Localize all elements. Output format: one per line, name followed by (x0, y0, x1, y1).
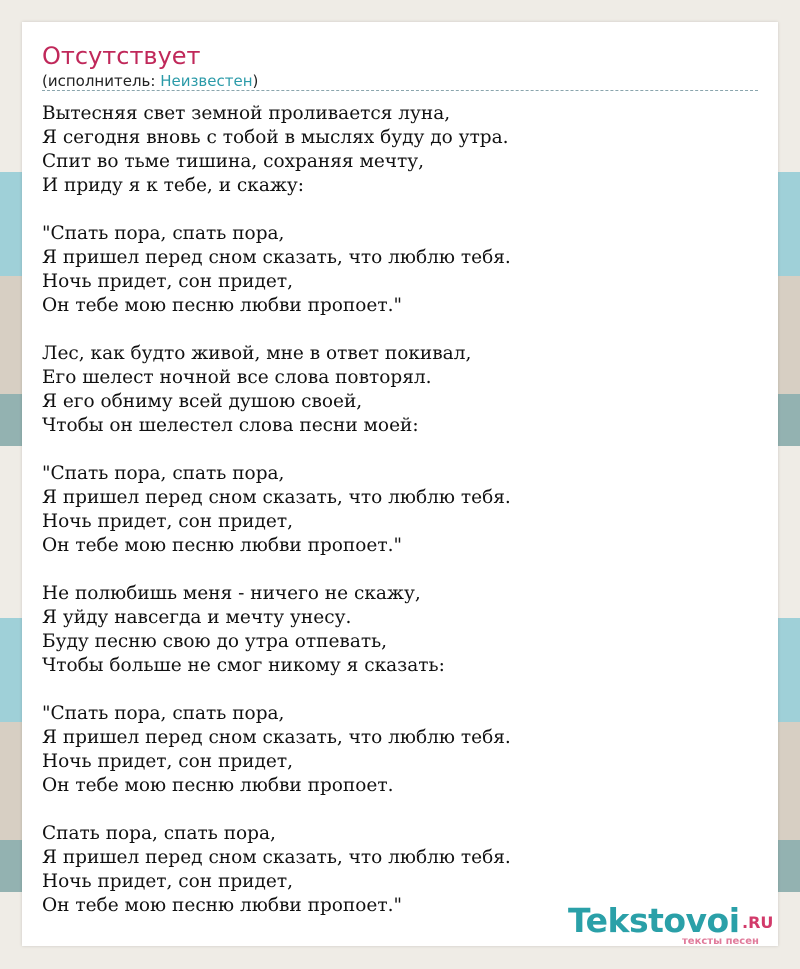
artist-suffix: ) (252, 72, 259, 90)
lyric-line: Я пришел перед сном сказать, что люблю тебя. (42, 847, 511, 868)
lyric-line: Чтобы больше не смог никому я сказать: (42, 655, 445, 676)
logo-wordmark: Tekstovoi (568, 901, 740, 940)
song-title: Отсутствует (42, 42, 201, 70)
lyric-line: "Спать пора, спать пора, (42, 703, 285, 724)
logo-tld: .RU (742, 913, 774, 932)
lyrics-card (22, 22, 778, 946)
lyric-line: Ночь придет, сон придет, (42, 511, 293, 532)
stanza-gap (42, 798, 758, 822)
stanza-gap (42, 438, 758, 462)
lyric-line: Я пришел перед сном сказать, что люблю тебя. (42, 247, 511, 268)
lyric-line: Его шелест ночной все слова повторял. (42, 367, 432, 388)
lyric-line: Я его обниму всей душою своей, (42, 391, 363, 412)
lyric-line: Не полюбишь меня - ничего не скажу, (42, 583, 421, 604)
site-logo[interactable] (568, 902, 778, 946)
lyric-line: Ночь придет, сон придет, (42, 751, 293, 772)
lyric-line: Чтобы он шелестел слова песни моей: (42, 415, 419, 436)
divider (42, 90, 758, 91)
lyric-line: Ночь придет, сон придет, (42, 271, 293, 292)
lyric-line: И приду я к тебе, и скажу: (42, 175, 304, 196)
lyric-line: Он тебе мою песню любви пропоет. (42, 775, 394, 796)
lyric-line: "Спать пора, спать пора, (42, 223, 285, 244)
lyric-line: Я пришел перед сном сказать, что люблю тебя. (42, 727, 511, 748)
lyric-line: Буду песню свою до утра отпевать, (42, 631, 388, 652)
stanza-gap (42, 198, 758, 222)
lyric-line: Он тебе мою песню любви пропоет." (42, 895, 402, 916)
lyric-line: Я пришел перед сном сказать, что люблю тебя. (42, 487, 511, 508)
stanza-gap (42, 678, 758, 702)
logo-tagline: тексты песен (682, 936, 759, 947)
lyric-line: Вытесняя свет земной проливается луна, (42, 103, 451, 124)
artist-link[interactable]: Неизвестен (160, 72, 253, 90)
lyric-line: Я уйду навсегда и мечту унесу. (42, 607, 352, 628)
artist-line (42, 72, 258, 90)
lyric-line: Ночь придет, сон придет, (42, 871, 293, 892)
lyric-line: "Спать пора, спать пора, (42, 463, 285, 484)
lyric-line: Спать пора, спать пора, (42, 823, 276, 844)
lyric-line: Лес, как будто живой, мне в ответ покивал, (42, 343, 472, 364)
artist-prefix: (исполнитель: (42, 72, 161, 90)
stanza-gap (42, 318, 758, 342)
lyric-line: Он тебе мою песню любви пропоет." (42, 535, 402, 556)
lyric-line: Я сегодня вновь с тобой в мыслях буду до утра. (42, 127, 509, 148)
lyric-line: Он тебе мою песню любви пропоет." (42, 295, 402, 316)
stanza-gap (42, 558, 758, 582)
lyrics-text (42, 102, 758, 918)
lyric-line: Спит во тьме тишина, сохраняя мечту, (42, 151, 425, 172)
